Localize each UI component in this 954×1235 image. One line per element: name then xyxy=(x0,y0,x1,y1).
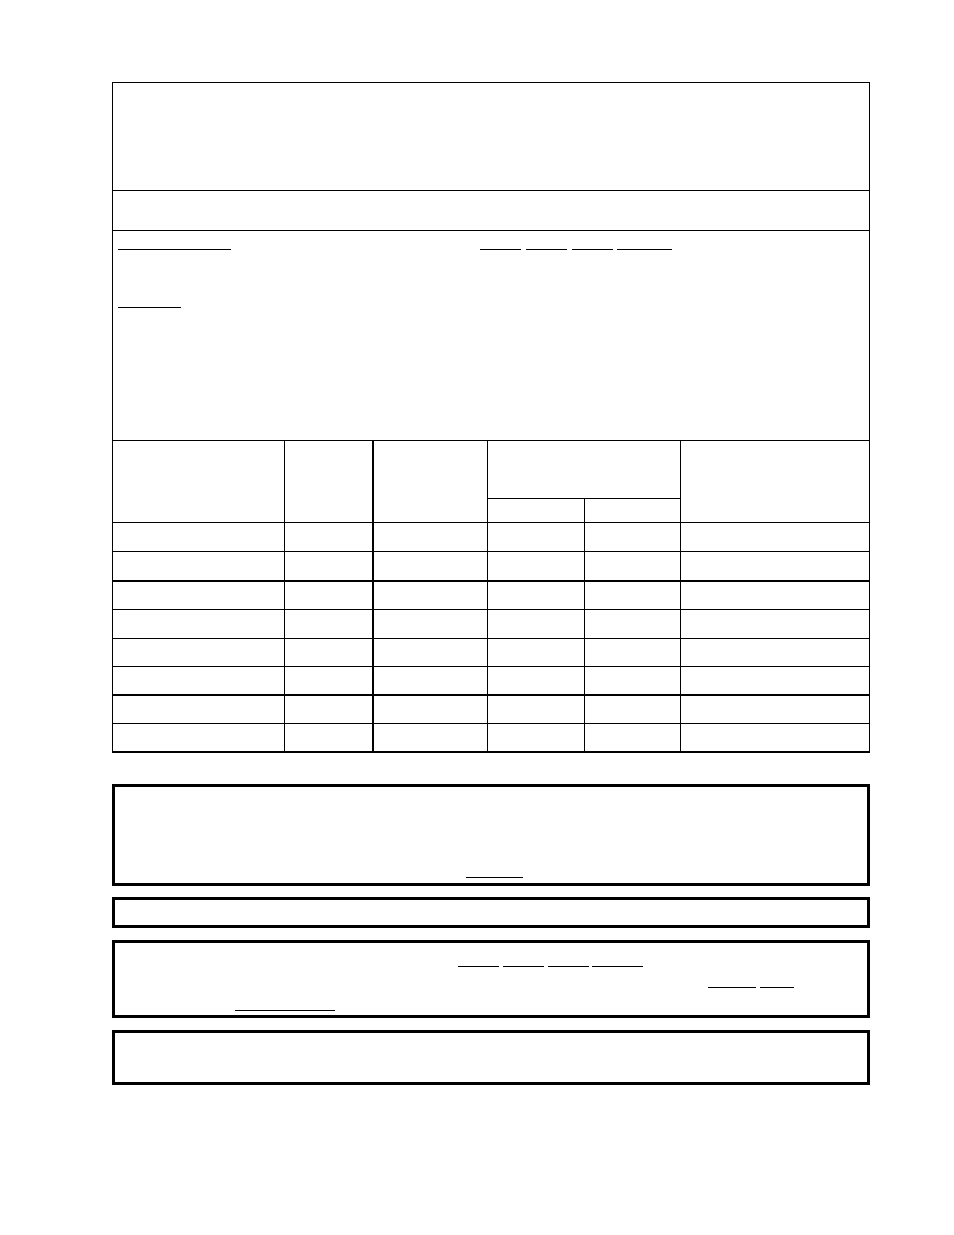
lower-box-3 xyxy=(112,940,870,1018)
table-cell-r5-c4[interactable] xyxy=(488,639,584,666)
table-cell-r2-c5[interactable] xyxy=(585,552,680,581)
box-3-blank-6[interactable] xyxy=(760,987,794,988)
table-cell-r7-c1[interactable] xyxy=(113,696,284,723)
table-cell-r2-c4[interactable] xyxy=(488,552,584,581)
box-3-date-blank-4[interactable] xyxy=(592,966,643,967)
box-1-blank[interactable] xyxy=(466,877,523,878)
table-cell-r7-c4[interactable] xyxy=(488,696,584,723)
table-cell-r5-c6[interactable] xyxy=(681,639,868,666)
table-cell-r4-c6[interactable] xyxy=(681,610,868,638)
table-cell-r8-c1[interactable] xyxy=(113,724,284,750)
table-top-border xyxy=(112,440,870,441)
table-cell-r2-c2[interactable] xyxy=(285,552,373,581)
table-cell-r1-c4[interactable] xyxy=(488,523,584,551)
table-cell-r3-c6[interactable] xyxy=(681,582,868,609)
date-blank-1[interactable] xyxy=(480,249,521,250)
table-cell-r5-c1[interactable] xyxy=(113,639,284,666)
table-cell-r2-c1[interactable] xyxy=(113,552,284,581)
table-cell-r3-c1[interactable] xyxy=(113,582,284,609)
table-cell-r4-c2[interactable] xyxy=(285,610,373,638)
header-section-divider xyxy=(112,190,870,191)
table-cell-r3-c3[interactable] xyxy=(374,582,487,609)
table-cell-r1-c1[interactable] xyxy=(113,523,284,551)
table-cell-r4-c4[interactable] xyxy=(488,610,584,638)
date-blank-3[interactable] xyxy=(572,249,613,250)
table-cell-r6-c5[interactable] xyxy=(585,667,680,695)
table-cell-r1-c2[interactable] xyxy=(285,523,373,551)
table-cell-r5-c3[interactable] xyxy=(374,639,487,666)
box-3-blank-5[interactable] xyxy=(708,987,756,988)
table-cell-r4-c1[interactable] xyxy=(113,610,284,638)
table-bottom-border xyxy=(112,751,870,753)
table-cell-r7-c2[interactable] xyxy=(285,696,373,723)
table-cell-r3-c5[interactable] xyxy=(585,582,680,609)
box-3-signature-blank[interactable] xyxy=(235,1010,335,1011)
table-cell-r8-c4[interactable] xyxy=(488,724,584,750)
table-cell-r7-c6[interactable] xyxy=(681,696,868,723)
table-cell-r1-c3[interactable] xyxy=(374,523,487,551)
lower-box-1 xyxy=(112,784,870,886)
table-cell-r6-c1[interactable] xyxy=(113,667,284,695)
table-cell-r6-c2[interactable] xyxy=(285,667,373,695)
table-cell-r3-c2[interactable] xyxy=(285,582,373,609)
box-3-date-blank-1[interactable] xyxy=(458,966,499,967)
table-cell-r7-c5[interactable] xyxy=(585,696,680,723)
table-cell-r3-c4[interactable] xyxy=(488,582,584,609)
table-cell-r6-c6[interactable] xyxy=(681,667,868,695)
table-cell-r1-c5[interactable] xyxy=(585,523,680,551)
table-cell-r4-c3[interactable] xyxy=(374,610,487,638)
table-cell-r1-c6[interactable] xyxy=(681,523,868,551)
table-cell-r5-c5[interactable] xyxy=(585,639,680,666)
notes-blank[interactable] xyxy=(118,307,181,308)
name-blank[interactable] xyxy=(118,249,231,250)
table-cell-r8-c6[interactable] xyxy=(681,724,868,750)
date-blank-2[interactable] xyxy=(526,249,567,250)
table-cell-r4-c5[interactable] xyxy=(585,610,680,638)
box-3-date-blank-3[interactable] xyxy=(548,966,589,967)
table-cell-r5-c2[interactable] xyxy=(285,639,373,666)
table-cell-r8-c3[interactable] xyxy=(374,724,487,750)
table-cell-r6-c4[interactable] xyxy=(488,667,584,695)
date-blank-4[interactable] xyxy=(617,249,672,250)
box-3-date-blank-2[interactable] xyxy=(503,966,544,967)
lower-box-2 xyxy=(112,897,870,928)
lower-box-4 xyxy=(112,1030,870,1085)
table-cell-r6-c3[interactable] xyxy=(374,667,487,695)
subheader-section-divider xyxy=(112,230,870,231)
table-header-subgroup-divider xyxy=(487,498,681,499)
table-cell-r7-c3[interactable] xyxy=(374,696,487,723)
table-cell-r2-c6[interactable] xyxy=(681,552,868,581)
table-cell-r8-c5[interactable] xyxy=(585,724,680,750)
table-cell-r2-c3[interactable] xyxy=(374,552,487,581)
table-cell-r8-c2[interactable] xyxy=(285,724,373,750)
